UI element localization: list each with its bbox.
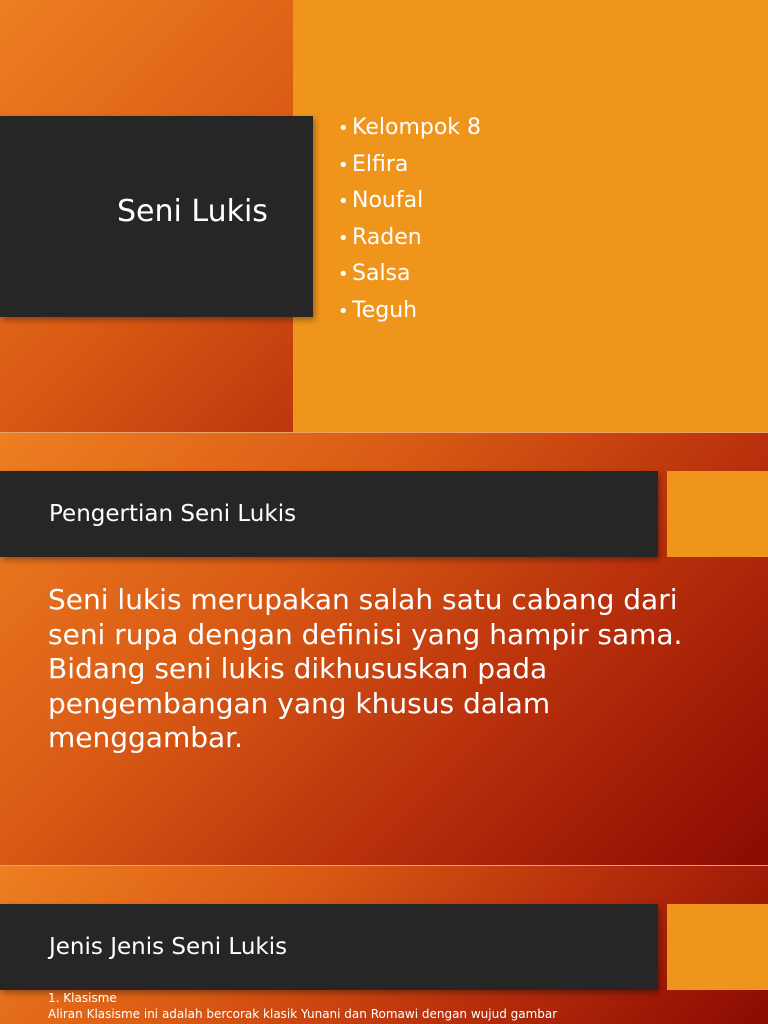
bullet-icon: • — [338, 154, 349, 176]
bullet-icon: • — [338, 227, 349, 249]
slide-types — [0, 866, 768, 1024]
slide-body-text: Seni lukis merupakan salah satu cabang dari seni rupa dengan definisi yang hampir sama. Bidang seni lukis dikhususkan pada pengembangan yang khusus dalam menggambar. — [48, 583, 683, 754]
heading-accent — [667, 471, 768, 557]
bullet-icon: • — [338, 264, 349, 286]
slide-body-text: 1. Klasisme Aliran Klasisme ini adalah bercorak klasik Yunani dan Romawi dengan wujud gambar — [48, 991, 558, 1021]
list-item: • Raden — [338, 220, 481, 257]
bullet-icon: • — [338, 191, 349, 213]
bullet-icon: • — [338, 300, 349, 322]
list-item: • Salsa — [338, 256, 481, 293]
bullet-icon: • — [338, 118, 349, 139]
slide-title — [0, 0, 768, 432]
list-item: • Teguh — [338, 293, 481, 330]
slide-heading: Pengertian Seni Lukis — [49, 501, 297, 527]
slide-heading: Jenis Jenis Seni Lukis — [49, 934, 288, 960]
slide-title-text: Seni Lukis — [117, 194, 268, 229]
list-item: • Kelompok 8 — [338, 110, 481, 147]
list-item: • Elfira — [338, 147, 481, 184]
heading-accent — [667, 904, 768, 990]
slide-definition — [0, 433, 768, 865]
member-list — [338, 110, 481, 330]
list-item: • Noufal — [338, 183, 481, 220]
